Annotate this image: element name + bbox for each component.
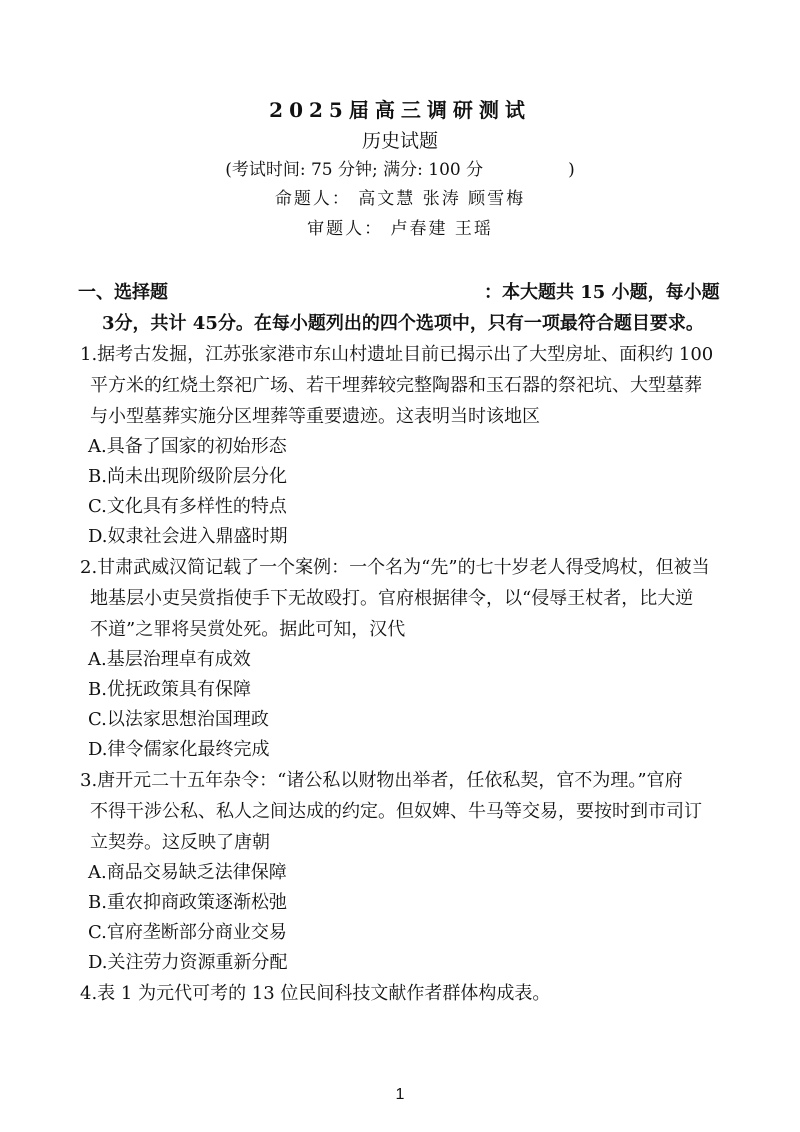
question-2-option-a: A.基层治理卓有成效 <box>88 649 251 670</box>
question-1-option-a: A.具备了国家的初始形态 <box>88 436 287 457</box>
question-1-line-2: 平方米的红烧土祭祀广场、若干埋葬较完整陶器和玉石器的祭祀坑、大型墓葬 <box>90 375 702 396</box>
page-number: 1 <box>395 1086 405 1103</box>
question-3-line-3: 立契券。这反映了唐朝 <box>90 832 270 853</box>
question-3-option-c: C.官府垄断部分商业交易 <box>88 922 287 943</box>
exam-info: (考试时间: 75 分钟; 满分: 100 分 ) <box>225 160 575 180</box>
question-3-option-d: D.关注劳力资源重新分配 <box>88 952 288 973</box>
question-1-line-1: 1.据考古发掘，江苏张家港市东山村遗址目前已揭示出了大型房址、面积约 100 <box>80 344 714 365</box>
question-2-line-1: 2.甘肃武威汉简记载了一个案例：一个名为“先”的七十岁老人得受鸠杖，但被当 <box>80 557 710 578</box>
subject-title: 历史试题 <box>361 130 438 152</box>
authors-line: 命题人： 高文慧 张涛 顾雪梅 <box>274 189 526 209</box>
question-3-option-b: B.重农抑商政策逐渐松弛 <box>88 892 287 913</box>
exam-title: 2025届高三调研测试 <box>269 98 531 122</box>
question-1-option-d: D.奴隶社会进入鼎盛时期 <box>88 526 288 547</box>
question-1-line-3: 与小型墓葬实施分区埋葬等重要遗迹。这表明当时该地区 <box>90 406 540 427</box>
question-1-option-c: C.文化具有多样性的特点 <box>88 496 287 517</box>
question-2-option-d: D.律令儒家化最终完成 <box>88 739 270 760</box>
section-title: 一、选择题 <box>78 282 168 303</box>
question-3-option-a: A.商品交易缺乏法律保障 <box>88 862 287 883</box>
question-1-option-b: B.尚未出现阶级阶层分化 <box>88 466 287 487</box>
question-2-option-c: C.以法家思想治国理政 <box>88 709 269 730</box>
reviewers-line: 审题人： 卢春建 王瑶 <box>307 219 493 239</box>
question-3-line-2: 不得干涉公私、私人之间达成的约定。但奴婢、牛马等交易，要按时到市司订 <box>90 801 702 822</box>
section-instruction-part1: ：本大题共 15 小题，每小题 <box>484 282 720 303</box>
question-2-line-2: 地基层小吏吴赏指使手下无故殴打。官府根据律令，以“侵辱王杖者，比大逆 <box>90 588 694 609</box>
question-4-line-1: 4.表 1 为元代可考的 13 位民间科技文献作者群体构成表。 <box>80 983 551 1004</box>
section-instruction-part2: 3分，共计 45分。在每小题列出的四个选项中，只有一项最符合题目要求。 <box>102 313 704 334</box>
question-2-line-3: 不道”之罪将吴赏处死。据此可知，汉代 <box>90 619 406 640</box>
question-3-line-1: 3.唐开元二十五年杂令：“诸公私以财物出举者，任依私契，官不为理。”官府 <box>80 770 683 791</box>
question-2-option-b: B.优抚政策具有保障 <box>88 679 251 700</box>
